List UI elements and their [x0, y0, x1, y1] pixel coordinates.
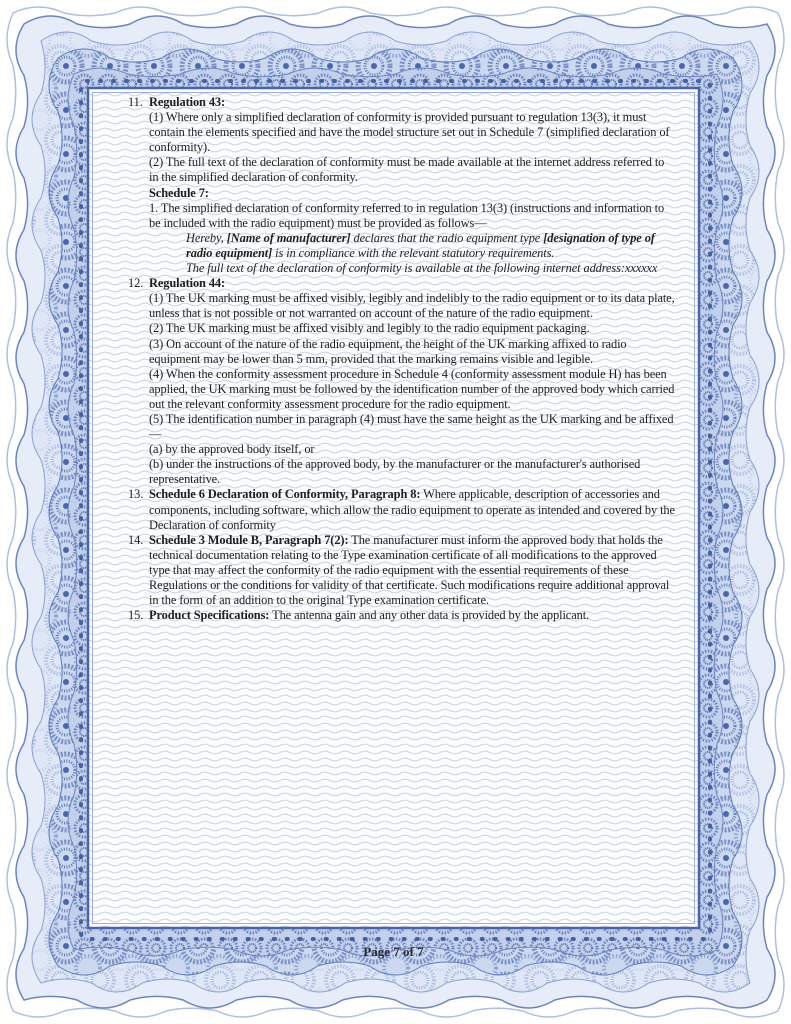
paragraph: Schedule 3 Module B, Paragraph 7(2): The manufacturer must inform the approved body that holds the technical documentation relating to the Type examination certificate of all modifications to the approved type that may affect the conformity of the radio equipment with the essential requirements of these Regulations or the conditions for validity of that certificate. Such modifications require additional approval in the form of an addition to the original Type examination certificate.	[149, 532, 670, 608]
item-number: 13.	[128, 487, 144, 502]
paragraph: Schedule 6 Declaration of Conformity, Paragraph 8: Where applicable, description of accessories and components, including software, which allow the radio equipment to operate as intended and covered by the Declaration of conformity	[149, 487, 675, 532]
list-item	[128, 487, 675, 532]
paragraph: (2) The full text of the declaration of conformity must be made available at the internet address referred to in the simplified declaration of conformity.	[149, 155, 665, 185]
item-body	[149, 95, 675, 276]
paragraph: (4) When the conformity assessment procedure in Schedule 4 (conformity assessment module H) has been applied, the UK marking must be followed by the identification number of the approved body which carried out the relevant conformity assessment procedure for the radio equipment.	[149, 366, 675, 411]
regulation-list	[128, 95, 675, 623]
paragraph: (1) Where only a simplified declaration of conformity is provided pursuant to regulation 13(3), it must contain the elements specified and have the model structure set out in Schedule 7 (simplified declaration of conformity).	[149, 110, 670, 155]
item-number: 15.	[128, 608, 144, 623]
list-item	[128, 95, 675, 276]
item-number: 11.	[128, 95, 143, 109]
item-body	[149, 487, 675, 532]
paragraph: (1) The UK marking must be affixed visibly, legibly and indelibly to the radio equipment or to its data plate, unless that is not possible or not warranted on account of the nature of the radio equipment.	[149, 291, 675, 321]
page-number: Page 7 of 7	[363, 944, 424, 959]
paragraph: Hereby, [Name of manufacturer] declares that the radio equipment type [designation of type of radio equipment] is in compliance with the relevant statutory requirements.	[186, 230, 655, 260]
item-body	[149, 276, 675, 487]
paragraph: 1. The simplified declaration of conformity referred to in regulation 13(3) (instructions and information to be included with the radio equipment) must be provided as follows—	[149, 200, 665, 230]
paragraph: (b) under the instructions of the approved body, by the manufacturer or the manufacturer's authorised representative.	[149, 457, 641, 487]
paragraph: Schedule 7:	[149, 185, 209, 200]
paragraph: Regulation 44:	[149, 276, 226, 291]
list-item	[128, 533, 675, 608]
item-body	[149, 608, 675, 623]
paragraph: Product Specifications: The antenna gain and any other data is provided by the applicant.	[149, 608, 590, 623]
document-content	[88, 88, 699, 928]
paragraph: The full text of the declaration of conformity is available at the following internet address:xxxxxx	[186, 261, 658, 276]
paragraph: (a) by the approved body itself, or	[149, 442, 315, 457]
item-body	[149, 533, 675, 608]
paragraph: Regulation 43:	[149, 95, 226, 109]
paragraph: (5) The identification number in paragraph (4) must have the same height as the UK marking and be affixed—	[149, 411, 674, 442]
item-number: 14.	[128, 532, 144, 547]
list-item	[128, 608, 675, 623]
list-item	[128, 276, 675, 487]
item-number: 12.	[128, 276, 144, 291]
paragraph: (2) The UK marking must be affixed visibly and legibly to the radio equipment packaging.	[149, 321, 590, 336]
paragraph: (3) On account of the nature of the radio equipment, the height of the UK marking affixed to radio equipment may be lower than 5 mm, provided that the marking remains visible and legible.	[149, 336, 627, 366]
